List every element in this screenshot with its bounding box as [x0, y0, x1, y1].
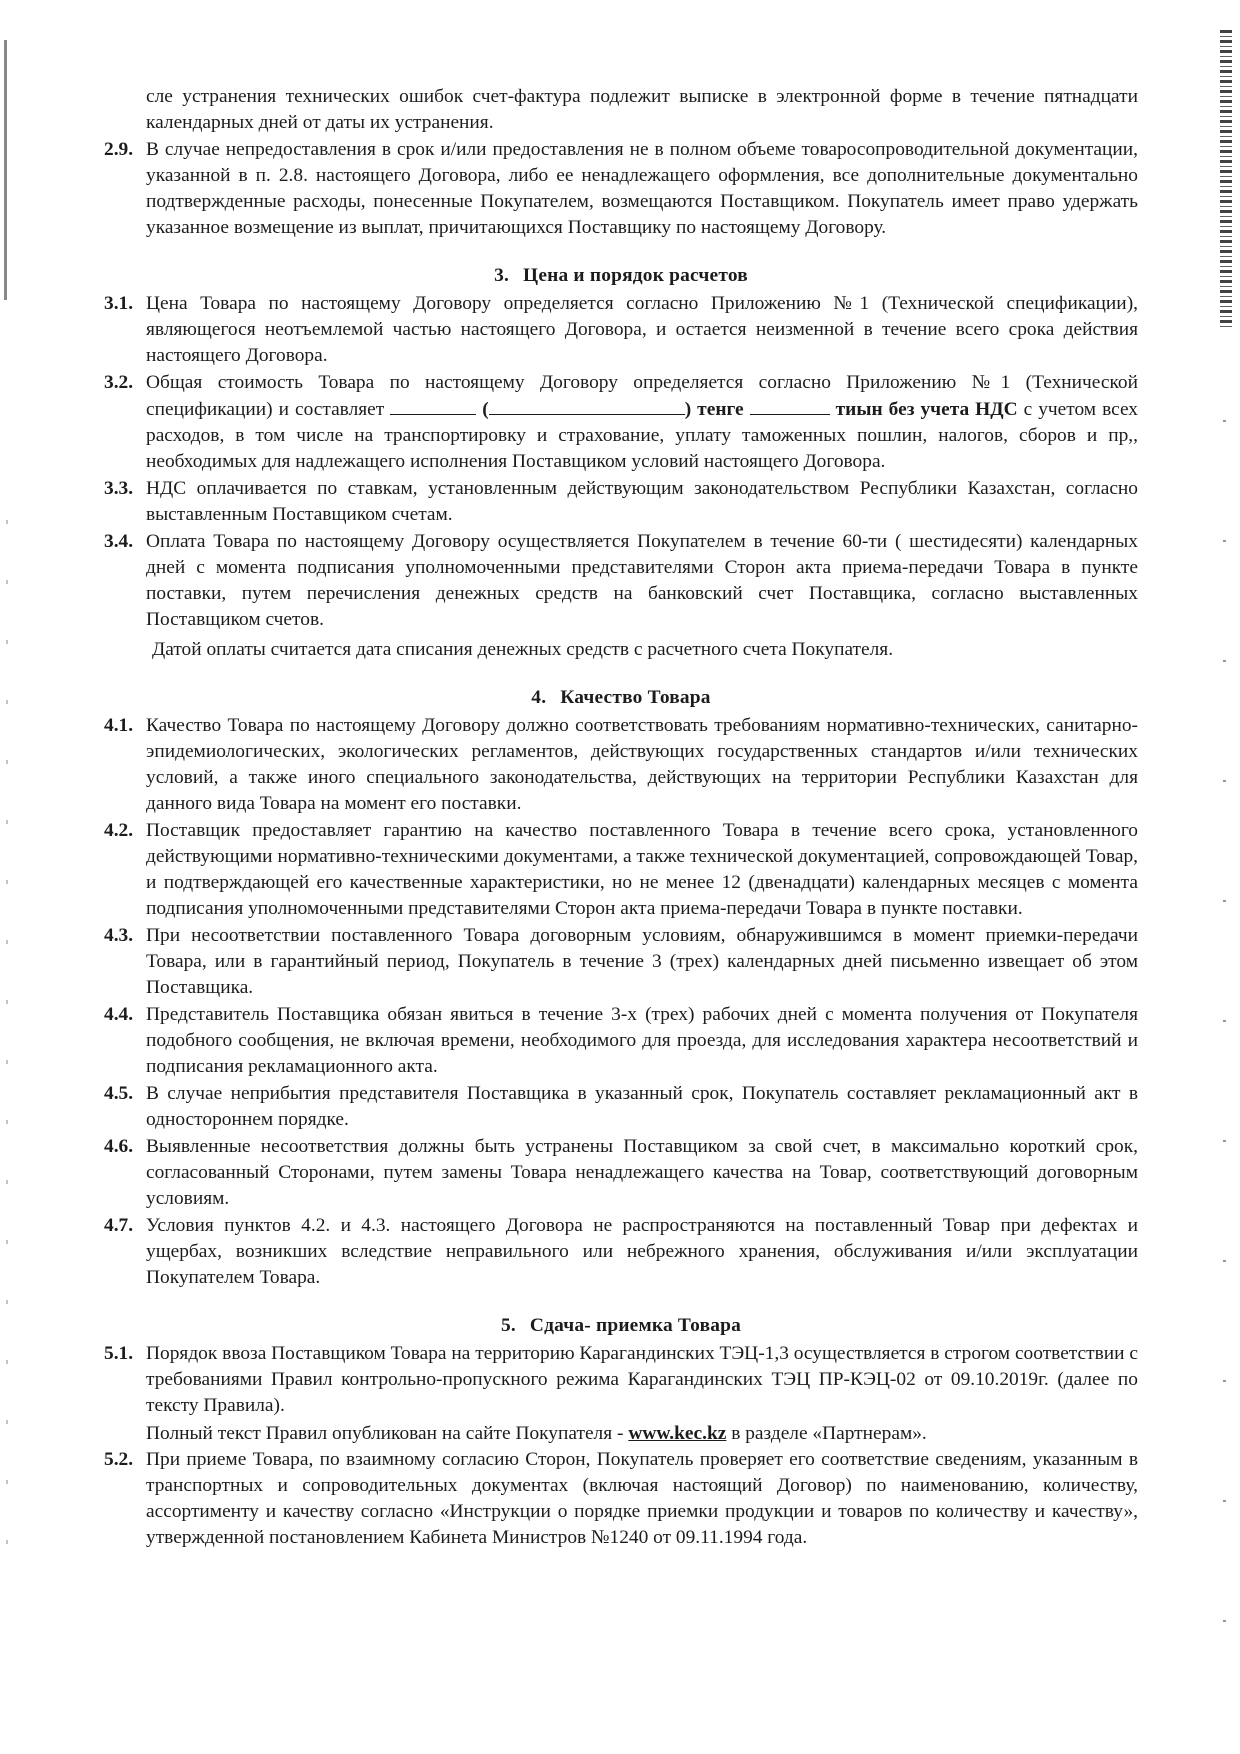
rules-publication-line: [104, 1421, 1138, 1447]
clause-number: 4.4.: [104, 1004, 134, 1025]
clause-number: 2.9.: [104, 139, 134, 160]
rules-line-text: Полный текст Правил опубликован на сайте Покупателя -: [146, 1423, 624, 1444]
document-body: [104, 84, 1138, 1552]
clause-4-1: [104, 713, 1138, 817]
clause-4-4: [104, 1002, 1138, 1080]
scan-edge-mark-left-lower: [6, 480, 8, 1580]
section-4-heading: [104, 685, 1138, 711]
clause-5-2: [104, 1447, 1138, 1551]
clause-text: Представитель Поставщика обязан явиться в течение 3-х (трех) рабочих дней с момента получения от Покупателя подобного сообщения, не включая времени, необходимого для проезда, для исследования характера несоответствий и подписания рекламационного акта.: [146, 1004, 1138, 1077]
clause-text: Общая стоимость Товара по настоящему Договору определяется согласно Приложению №1 (Технической спецификации) и составляет: [146, 372, 1138, 420]
clause-text: Оплата Товара по настоящему Договору осуществляется Покупателем в течение 60-ти ( шестидесяти) календарных дней с момента подписания уполномоченными представителями Сторон акта приема-передачи Товара в пункте поставки, путем перечисления денежных средств на банковский счет Поставщика, согласно выставленных Поставщиком счетов.: [146, 531, 1138, 630]
payment-date-note: Датой оплаты считается дата списания денежных средств с расчетного счета Покупателя.: [152, 639, 894, 660]
clause-number: 4.6.: [104, 1136, 134, 1157]
tiyn-vat-label: тиын без учета НДС: [835, 399, 1018, 420]
clause-text: Качество Товара по настоящему Договору должно соответствовать требованиям нормативно-технических, санитарно-эпидемиологических, экологических регламентов, действующих государственных стандартов и/или технических условий, а также иного специального законодательства, действующих на территории Республики Казахстан для данного вида Товара на момент его поставки.: [146, 715, 1138, 814]
website-link[interactable]: www.kec.kz: [628, 1423, 727, 1444]
clause-number: 3.1.: [104, 293, 134, 314]
clause-number: 4.5.: [104, 1083, 134, 1104]
clause-4-5: [104, 1081, 1138, 1133]
clause-2-9: [104, 137, 1138, 241]
section-number: 5.: [500, 1315, 516, 1336]
clause-3-1: [104, 291, 1138, 369]
tenge-label: ) тенге: [684, 399, 744, 420]
amount-words-blank: [489, 396, 685, 415]
clause-3-2: [104, 370, 1138, 475]
clause-3-3: [104, 476, 1138, 528]
clause-number: 4.1.: [104, 715, 134, 736]
clause-4-6: [104, 1134, 1138, 1212]
rules-line-text-end: в разделе «Партнерам».: [731, 1423, 927, 1444]
clause-text: Порядок ввоза Поставщиком Товара на территорию Карагандинских ТЭЦ-1,3 осуществляется в строгом соответствии с требованиями Правил контрольно-пропускного режима Карагандинских ТЭЦ ПР-КЭЦ-02 от 09.10.2019г. (далее по тексту Правила).: [146, 1343, 1138, 1416]
section-title: Цена и порядок расчетов: [523, 265, 748, 286]
clause-3-4: [104, 529, 1138, 633]
clause-text: В случае непредоставления в срок и/или предоставления не в полном объеме товаросопроводительной документации, указанной в п. 2.8. настоящего Договора, либо ее ненадлежащего оформления, все дополнительные документально подтвержденные расходы, понесенные Покупателем, возмещаются Поставщиком. Покупатель имеет право удержать указанное возмещение из выплат, причитающихся Поставщику по настоящему Договору.: [146, 139, 1138, 238]
scan-edge-mark-right: [1223, 330, 1226, 1710]
section-title: Качество Товара: [560, 687, 711, 708]
clause-text: Выявленные несоответствия должны быть устранены Поставщиком за свой счет, в максимально короткий срок, согласованный Сторонами, путем замены Товара ненадлежащего качества на Товар, соответствующий договорным условиям.: [146, 1136, 1138, 1209]
clause-text: При приеме Товара, по взаимному согласию Сторон, Покупатель проверяет его соответствие сведениям, указанным в транспортных и сопроводительных документах (включая настоящий Договор) по наименованию, количеству, ассортименту и качеству согласно «Инструкции о порядке приемки продукции и товаров по количеству и качеству», утвержденной постановлением Кабинета Министров №1240 от 09.11.1994 года.: [146, 1449, 1138, 1548]
clause-4-2: [104, 818, 1138, 922]
clause-number: 3.3.: [104, 478, 134, 499]
scan-edge-barcode-right: [1220, 30, 1232, 330]
clause-number: 3.4.: [104, 531, 134, 552]
clause-text-continued: с учетом всех расходов, в том числе на транспортировку и страхование, уплату таможенных пошлин, налогов, сборов и пр,, необходимых для надлежащего исполнения Поставщиком условий настоящего Договора.: [146, 399, 1138, 472]
section-5-heading: [104, 1313, 1138, 1339]
clause-text: НДС оплачивается по ставкам, установленным действующим законодательством Республики Казахстан, согласно выставленным Поставщиком счетам.: [146, 478, 1138, 525]
section-3-heading: [104, 263, 1138, 289]
clause-5-1: [104, 1341, 1138, 1419]
clause-text: При несоответствии поставленного Товара договорным условиям, обнаружившимся в момент приемки-передачи Товара, или в гарантийный период, Покупатель в течение 3 (трех) календарных дней письменно извещает об этом Поставщика.: [146, 925, 1138, 998]
clause-text: Условия пунктов 4.2. и 4.3. настоящего Договора не распространяются на поставленный Товар при дефектах и ущербах, возникших вследствие неправильного или небрежного хранения, обслуживания и/или эксплуатации Покупателем Товара.: [146, 1215, 1138, 1288]
clause-text: Цена Товара по настоящему Договору определяется согласно Приложению №1 (Технической спецификации), являющегося неотъемлемой частью настоящего Договора, и остается неизменной в течение всего срока действия настоящего Договора.: [146, 293, 1138, 366]
clause-number: 4.2.: [104, 820, 134, 841]
clause-text: Поставщик предоставляет гарантию на качество поставленного Товара в течение всего срока, установленного действующими нормативно-техническими документами, а также технической документацией, сопровождающей Товар, и подтверждающей его качественные характеристики, но не менее 12 (двенадцати) календарных месяцев с момента подписания уполномоченными представителями Сторон акта приема-передачи Товара в пункте поставки.: [146, 820, 1138, 919]
clause-4-7: [104, 1213, 1138, 1291]
tiyn-blank: [750, 396, 830, 415]
clause-4-3: [104, 923, 1138, 1001]
open-paren: (: [482, 399, 489, 420]
clause-number: 5.2.: [104, 1449, 134, 1470]
section-title: Сдача- приемка Товара: [529, 1315, 742, 1336]
scan-edge-mark-left: [4, 40, 7, 300]
clause-number: 4.7.: [104, 1215, 134, 1236]
clause-number: 3.2.: [104, 372, 134, 393]
section-number: 3.: [494, 265, 510, 286]
section-number: 4.: [531, 687, 547, 708]
clause-number: 5.1.: [104, 1343, 134, 1364]
clause-number: 4.3.: [104, 925, 134, 946]
amount-blank: [390, 396, 476, 415]
clause-text: В случае неприбытия представителя Поставщика в указанный срок, Покупатель составляет рекламационный акт в одностороннем порядке.: [146, 1083, 1138, 1130]
continued-paragraph: [104, 84, 1138, 136]
paragraph-text: сле устранения технических ошибок счет-фактура подлежит выписке в электронной форме в течение пятнадцати календарных дней от даты их устранения.: [146, 86, 1138, 133]
